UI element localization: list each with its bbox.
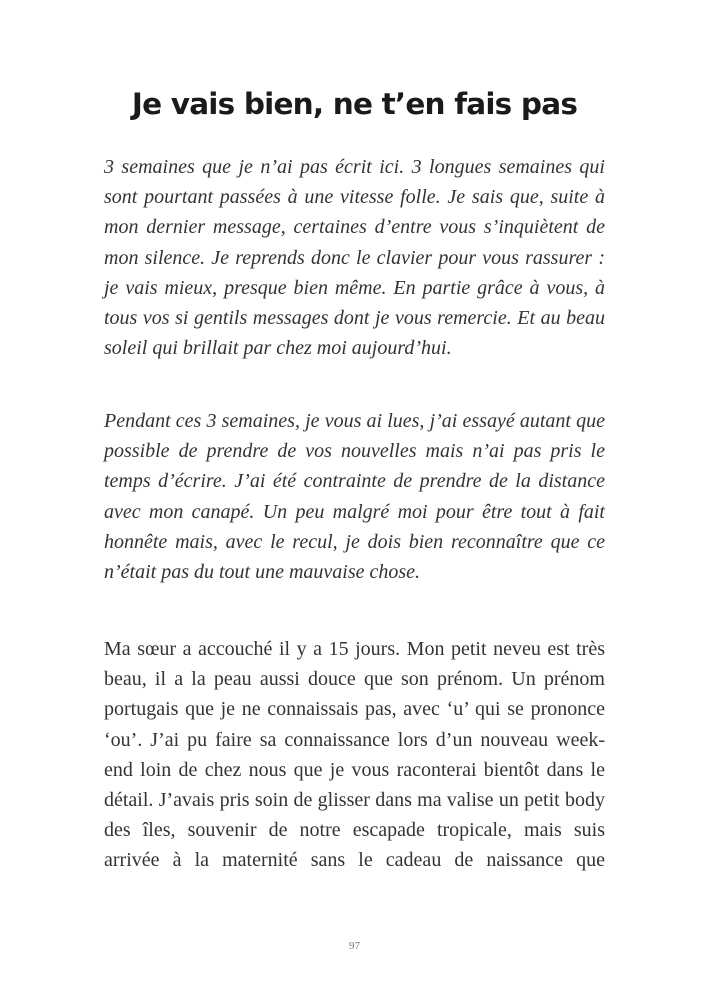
paragraph-3: Ma sœur a accouché il y a 15 jours. Mon petit neveu est très beau, il a la peau aussi douce que son prénom. Un prénom portugais que je ne connaissais pas, avec ‘u’ qui se prononce ‘ou’. J’ai pu faire sa connaissance lors d’un nouveau week-end loin de chez nous que je vous raconterai bientôt dans le détail. J’avais pris soin de glisser dans ma valise un petit body des îles, souvenir de notre escapade tropicale, mais suis arrivée à la maternité sans le cadeau de naissance que [104, 638, 605, 872]
paragraph-2: Pendant ces 3 semaines, je vous ai lues, j’ai essayé autant que possible de prendre de vos nouvelles mais n’ai pas pris le temps d’écrire. J’ai été contrainte de prendre de la distance avec mon canapé. Un peu malgré moi pour être tout à fait honnête mais, avec le recul, je dois bien reconnaître que ce n’était pas du tout une mauvaise chose. [104, 410, 605, 584]
paragraph-1: 3 semaines que je n’ai pas écrit ici. 3 longues semaines qui sont pourtant passées à une vitesse folle. Je sais que, suite à mon dernier message, certaines d’entre vous s’inquiètent de mon silence. Je reprends donc le clavier pour vous rassurer : je vais mieux, presque bien même. En partie grâce à vous, à tous vos si gentils messages dont je vous remercie. Et au beau soleil qui brillait par chez moi aujourd’hui. [104, 156, 605, 360]
chapter-title: Je vais bien, ne t’en fais pas [131, 87, 578, 121]
page-number: 97 [349, 940, 360, 952]
